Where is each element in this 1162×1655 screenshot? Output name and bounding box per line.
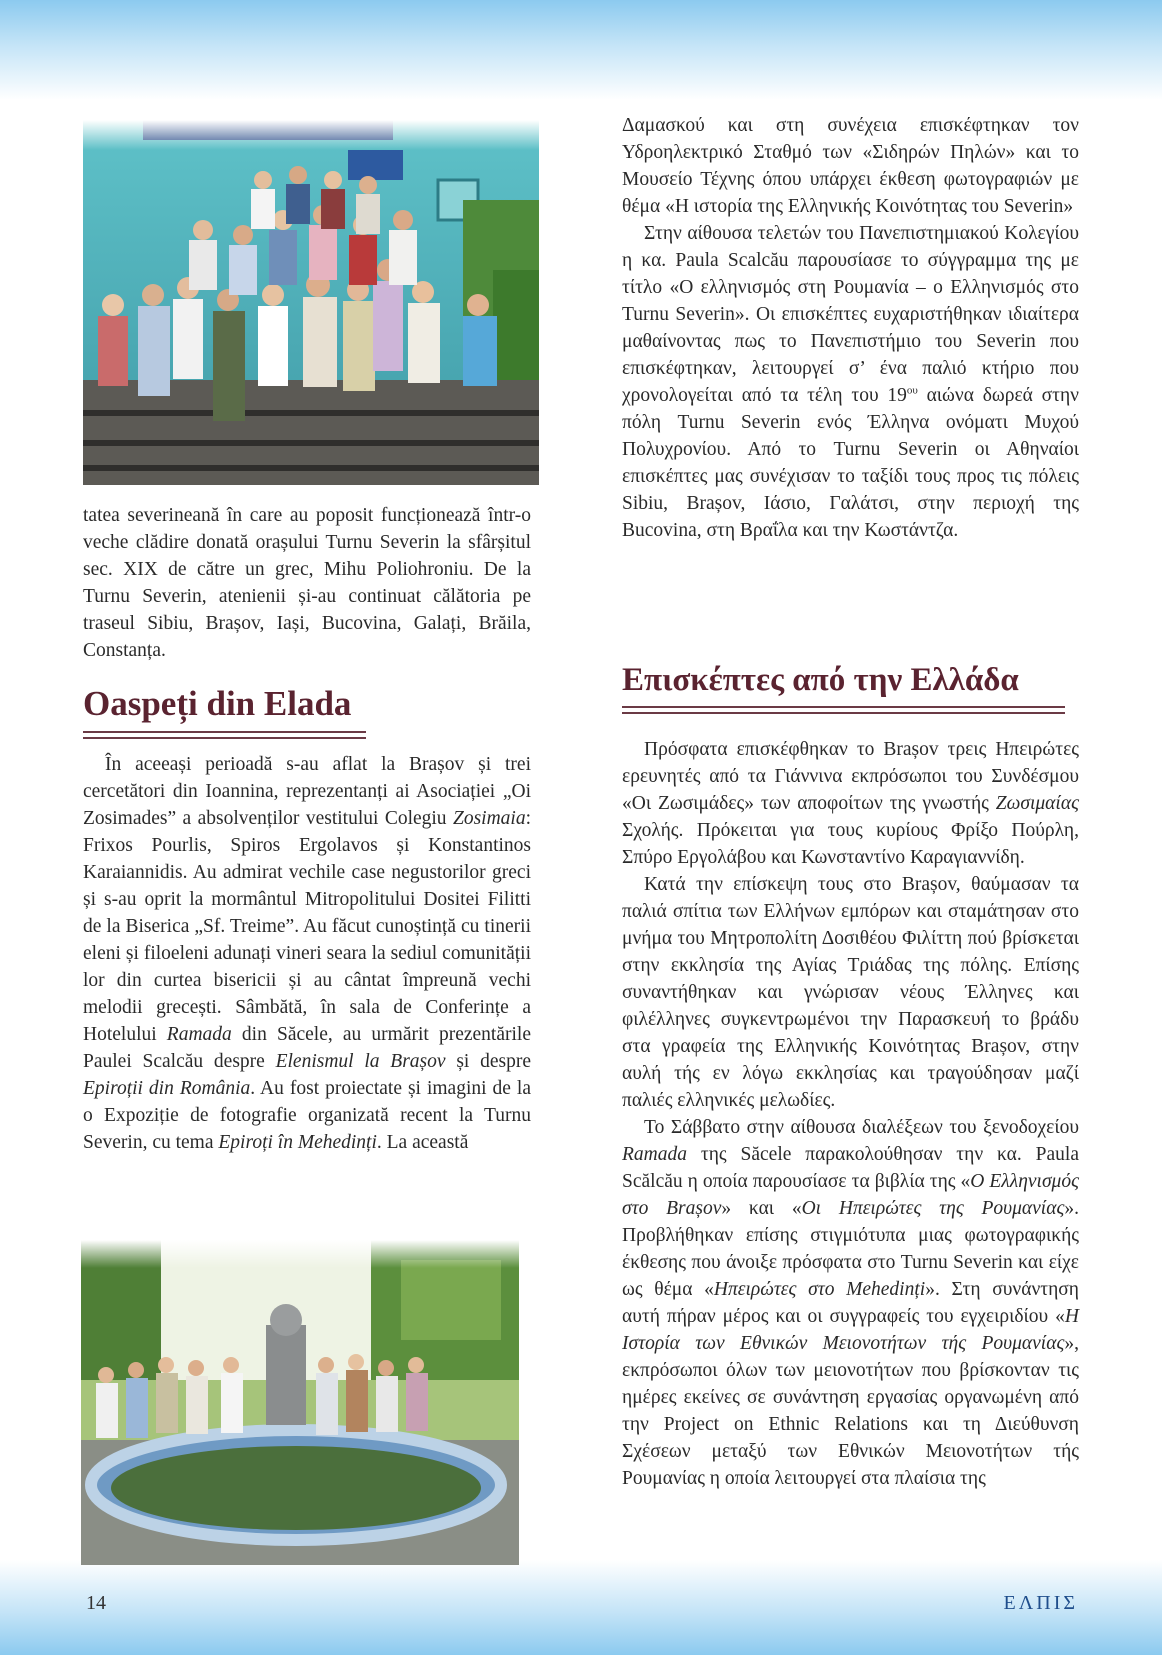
right-para-4: Κατά την επίσκεψη τους στο Brașov, θαύμασαν τα παλιά σπίτια των Ελλήνων εμπόρων και σταμάτησαν στο μνήμα του Μητροπολίτη Δοσιθέου Φιλίττη πού βρίσκεται στην εκκλησία της Αγίας Τριάδας της πόλης. Επίσης συναντήθηκαν και γνώρισαν νέους Έλληνες και φιλέλληνες συγκεντρωμένοι την Παρασκευή το βράδυ στα γραφεία της Ελληνικής Κοινότητας Brașov, στην αυλή τής εν λόγω εκκλησίας και τραγούδησαν μαζί παλιές ελληνικές μελωδίες. — [622, 874, 1079, 1111]
magazine-name: ΕΛΠΙΣ — [1003, 1592, 1078, 1614]
left-column-text-main — [83, 751, 531, 1156]
heading-underline-right-1 — [622, 706, 1065, 708]
heading-episkeptes-apo-tin-ellada: Επισκέπτες από την Ελλάδα — [622, 662, 1019, 698]
left-main-paragraph: În aceeași perioadă s-au aflat la Brașov și trei cercetători din Ioannina, reprezentanți ai Asociației „Oi Zosimades” a absolvenților vestitului Colegiu Zosimaia: Frixos Pourlis, Spiros Ergolavos și Konstantinos Karaiannidis. Au admirat vechile case negustorilor greci și s-au oprit la mormântul Mitropolitului Dositei Filitti de la Biserica „Sf. Treime”. Au făcut cunoștință cu tinerii eleni și filoeleni adunați vineri seara la sediul comunității lor din curtea bisericii și au cântat împreună vechi melodii grecești. Sâmbătă, în sala de Conferințe a Hotelului Ramada din Săcele, au urmărit prezentările Paulei Scalcău despre Elenismul la Brașov și despre Epiroții din România. Au fost proiectate și imagini de la o Expoziție de fotografie organizată recent la Turnu Severin, cu tema Epiroți în Mehedinți. La această — [83, 754, 532, 1153]
right-para-2: Στην αίθουσα τελετών του Πανεπιστημιακού Κολεγίου η κα. Paula Scalcău παρουσίασε το σύγγραμμα της με τίτλο «Ο ελληνισμός στη Ρουμανία – ο Ελληνισμός στο Turnu Severin». Οι επισκέπτες ευχαριστήθηκαν ιδιαίτερα μαθαίνοντας πως το Πανεπιστήμιο του Severin που επισκέφτηκαν, λειτουργεί σ’ ένα παλιό κτήριο που χρονολογείται από τα τέλη του $19^{o\upsilon}$ αιώνα δωρεά στην πόλη Turnu Severin ενός Έλληνα ονόματι Μυχού Πολυχρονίου. Από το Turnu Severin οι Αθηναίοι επισκέπτες μας συνέχισαν το ταξίδι τους προς τις πόλεις Sibiu, Brașov, Ιάσιο, Γαλάτσι, στην περιοχή της Bucovina, στη Βραΐλα και την Κωστάντζα. — [622, 223, 1079, 541]
page-number: 14 — [86, 1592, 106, 1614]
heading-underline-right-2 — [622, 712, 1065, 714]
left-column-text-upper — [83, 502, 531, 664]
right-para-3: Πρόσφατα επισκέφθηκαν το Brașov τρεις Ηπειρώτες ερευνητές από τα Γιάννινα εκπρόσωποι του Συνδέσμου «Οι Ζωσιμάδες» των αποφοίτων της γνωστής Ζωσιμαίας Σχολής. Πρόκειται για τους κυρίους Φρίξο Πούρλη, Σπύρο Εργολάβου και Κωνσταντίνο Καραγιαννίδη. — [622, 739, 1079, 868]
heading-underline-left-1 — [83, 731, 366, 733]
right-para-5: Το Σάββατο στην αίθουσα διαλέξεων του ξενοδοχείου Ramada της Săcele παρακολούθησαν την κα. Paula Scălcău η οποία παρουσίασε τα βιβλία της «Ο Ελληνισμός στο Brașov» και «Οι Ηπειρώτες της Ρουμανίας». Προβλήθηκαν επίσης στιγμιότυπα μιας φωτογραφικής έκθεσης που άνοιξε πρόσφατα στο Turnu Severin και είχε ως θέμα «Ηπειρώτες στο Mehedinți». Στη συνάντηση αυτή πήραν μέρος και οι συγγραφείς του εγχειριδίου «Η Ιστορία των Εθνικών Μειονοτήτων τής Ρουμανίας», εκπρόσωποι όλων των μειονοτήτων που βρίσκονταν τις ημέρες εκείνες σε συνάντηση εργασίας οργανωμένη από την Project on Ethnic Relations και τη Διεύθυνση Σχέσεων μεταξύ των Εθνικών Μειονοτήτων τής Ρουμανίας η οποία λειτουργεί στα πλαίσια της — [622, 1117, 1080, 1489]
left-intro-paragraph: tatea severineană în care au poposit funcționează într-o veche clădire donată orașului Turnu Severin la sfârșitul sec. XIX de către un grec, Mihu Poliohroniu. De la Turnu Severin, atenienii și-au continuat călătoria pe traseul Sibiu, Brașov, Iași, Bucovina, Galați, Brăila, Constanța. — [83, 505, 531, 661]
heading-oaspeti-din-elada: Oaspeți din Elada — [83, 684, 352, 723]
group-photo-fountain — [81, 1240, 519, 1565]
heading-underline-left-2 — [83, 737, 366, 739]
group-photo-steps — [83, 120, 539, 485]
footer-gradient-band — [0, 1560, 1162, 1655]
right-column-text-main — [622, 736, 1079, 1492]
header-gradient-band — [0, 0, 1162, 100]
right-column-text-upper — [622, 112, 1079, 544]
right-para-1: Δαμασκού και στη συνέχεια επισκέφτηκαν τον Υδροηλεκτρικό Σταθμό των «Σιδηρών Πηλών» και το Μουσείο Τέχνης όπου υπάρχει έκθεση φωτογραφιών με θέμα «Η ιστορία της Ελληνικής Κοινότητας του Severin» — [622, 115, 1079, 217]
